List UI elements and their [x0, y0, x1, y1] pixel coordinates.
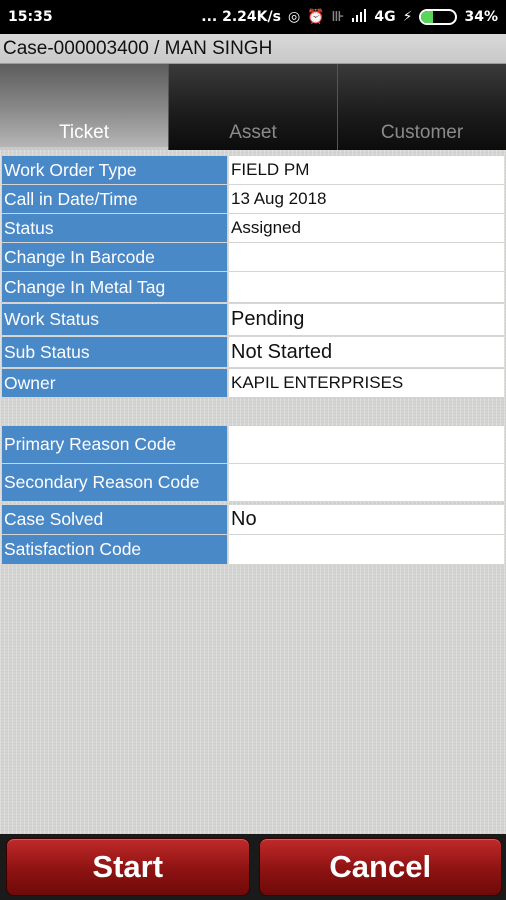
page-title: Case-000003400 / MAN SINGH	[0, 34, 506, 64]
tab-label: Asset	[229, 122, 277, 143]
field-row-change-in-barcode	[2, 243, 504, 272]
field-row-case-solved	[2, 505, 504, 535]
tab-label: Customer	[380, 122, 464, 143]
field-label: Primary Reason Code	[2, 426, 227, 464]
field-label: Change In Barcode	[2, 243, 227, 272]
field-row-primary-reason-code	[2, 426, 504, 464]
tab-customer[interactable]	[337, 64, 506, 150]
field-row-work-status	[2, 304, 504, 336]
action-bar	[0, 834, 506, 900]
field-label: Call in Date/Time	[2, 185, 227, 214]
vibrate-icon: ⊪	[331, 9, 345, 25]
field-row-sub-status	[2, 337, 504, 368]
barcode-input[interactable]	[229, 243, 504, 272]
case-solved-select[interactable]: No	[229, 505, 504, 535]
charging-icon: ⚡	[402, 9, 413, 25]
battery-percent: 34%	[464, 9, 498, 25]
field-value: Assigned	[229, 214, 504, 243]
field-label: Case Solved	[2, 505, 227, 535]
field-row-owner	[2, 369, 504, 398]
alarm-icon: ⏰	[307, 9, 325, 25]
tab-ticket[interactable]	[0, 64, 168, 150]
status-icons	[201, 8, 498, 26]
field-row-satisfaction-code	[2, 535, 504, 565]
signal-icon	[351, 8, 367, 26]
field-label: Sub Status	[2, 337, 227, 368]
field-row-secondary-reason-code	[2, 464, 504, 502]
primary-reason-code-select[interactable]	[229, 426, 504, 464]
cancel-button[interactable]: Cancel	[259, 838, 503, 896]
tab-bar	[0, 64, 506, 150]
field-label: Work Order Type	[2, 156, 227, 185]
field-row-work-order-type	[2, 156, 504, 185]
field-row-change-in-metal-tag	[2, 272, 504, 303]
work-status-select[interactable]: Pending	[229, 304, 504, 336]
status-bar	[0, 0, 506, 34]
battery-level	[421, 11, 433, 23]
field-row-status	[2, 214, 504, 243]
hotspot-icon: ◎	[287, 9, 301, 25]
tab-asset[interactable]	[168, 64, 337, 150]
sub-status-select[interactable]: Not Started	[229, 337, 504, 368]
tab-label: Ticket	[59, 122, 109, 143]
field-label: Change In Metal Tag	[2, 272, 227, 303]
network-speed: ... 2.24K/s	[201, 9, 281, 25]
clock: 15:35	[8, 9, 53, 25]
network-type: 4G	[374, 9, 396, 25]
secondary-reason-code-select[interactable]	[229, 464, 504, 502]
ticket-form	[0, 150, 506, 834]
field-label: Satisfaction Code	[2, 535, 227, 565]
battery-icon	[419, 9, 457, 25]
field-label: Work Status	[2, 304, 227, 336]
field-label: Owner	[2, 369, 227, 398]
field-value: KAPIL ENTERPRISES	[229, 369, 504, 398]
start-button[interactable]: Start	[6, 838, 250, 896]
field-value: 13 Aug 2018	[229, 185, 504, 214]
satisfaction-code-select[interactable]	[229, 535, 504, 565]
metal-tag-input[interactable]	[229, 272, 504, 303]
field-label: Status	[2, 214, 227, 243]
field-row-call-in-date	[2, 185, 504, 214]
field-label: Secondary Reason Code	[2, 464, 227, 502]
field-value: FIELD PM	[229, 156, 504, 185]
